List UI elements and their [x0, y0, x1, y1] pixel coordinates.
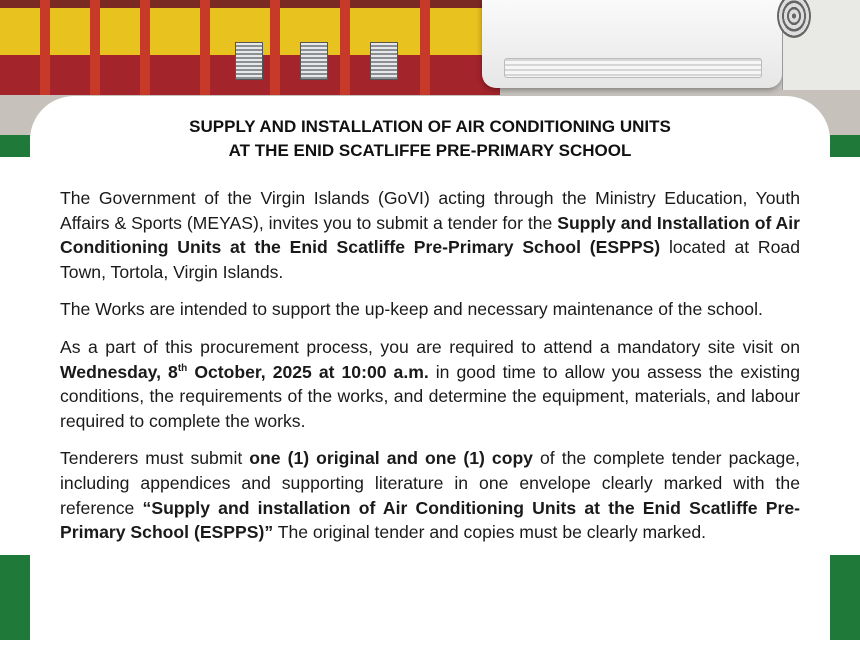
notice-title-line1: SUPPLY AND INSTALLATION OF AIR CONDITIONING UNITS	[189, 117, 671, 136]
building-window	[370, 42, 398, 80]
paragraph-site-visit	[60, 335, 800, 433]
condenser-fan-grill	[777, 0, 811, 38]
green-accent-bar	[0, 555, 30, 640]
building-pillar	[90, 0, 100, 95]
site-visit-date-rest: October, 2025 at 10:00 a.m.	[187, 361, 429, 382]
notice-title	[0, 115, 860, 163]
building-pillar	[340, 0, 350, 95]
school-building	[0, 0, 500, 90]
building-pillar	[200, 0, 210, 95]
project-name-bold: Supply and Installation of Air Conditioning Units at the Enid Scatliffe Pre-Primary School (ESPPS)	[60, 212, 800, 258]
site-visit-text: As a part of this procurement process, you are required to attend a mandatory site visit on	[60, 336, 800, 357]
paragraph-invitation	[60, 186, 800, 284]
notice-body	[60, 186, 800, 558]
green-accent-bar	[830, 555, 860, 640]
building-window	[300, 42, 328, 80]
site-visit-date-day: Wednesday, 8	[60, 361, 178, 382]
air-conditioner-unit	[482, 0, 782, 88]
outdoor-condenser-unit	[782, 0, 860, 90]
marking-text: The original tender and copies must be clearly marked.	[273, 522, 707, 543]
package-text: of the complete tender package, including appendices and supporting literature in one envelope clearly marked with the reference	[60, 448, 800, 518]
paragraph-submission	[60, 446, 800, 544]
notice-title-line2: AT THE ENID SCATLIFFE PRE-PRIMARY SCHOOL	[228, 141, 632, 160]
submission-text: Tenderers must submit	[60, 448, 250, 469]
location-text: located at Road Town, Tortola, Virgin Islands.	[60, 237, 800, 282]
building-window	[235, 42, 263, 80]
copies-required-bold: one (1) original and one (1) copy	[249, 448, 533, 469]
envelope-reference-bold: “Supply and installation of Air Conditioning Units at the Enid Scatliffe Pre-Primary School (ESPPS)”	[60, 497, 800, 543]
site-visit-purpose: in good time to allow you assess the existing conditions, the requirements of the works, and determine the equipment, materials, and labour required to complete the works.	[60, 361, 800, 431]
building-pillar	[420, 0, 430, 95]
air-conditioner-vent	[504, 58, 762, 78]
paragraph-purpose: The Works are intended to support the up-keep and necessary maintenance of the school.	[60, 299, 763, 320]
building-pillar	[140, 0, 150, 95]
site-visit-date-suffix: th	[177, 362, 188, 374]
invitation-text: The Government of the Virgin Islands (GoVI) acting through the Ministry Education, Youth Affairs & Sports (MEYAS), invites you to submit a tender for the	[60, 188, 800, 233]
building-pillar	[40, 0, 50, 95]
site-visit-date	[60, 362, 429, 382]
building-pillar	[270, 0, 280, 95]
